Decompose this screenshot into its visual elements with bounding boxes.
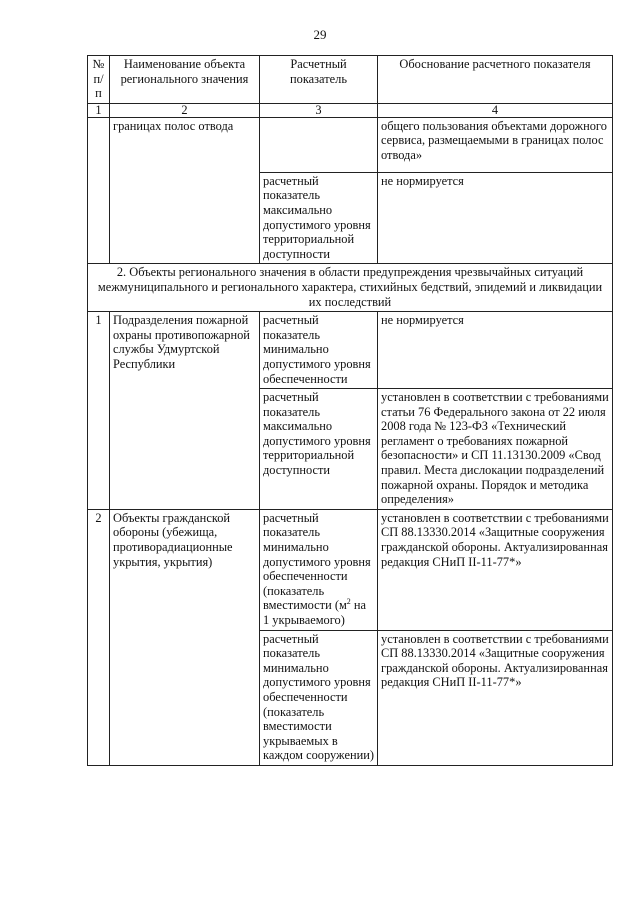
table-row (88, 117, 613, 172)
column-number: 4 (378, 103, 613, 117)
indicator-text-tail: на 1 укрываемого) (263, 598, 367, 627)
regional-indicators-table (87, 55, 613, 766)
indicator-cell (260, 117, 378, 172)
basis-cell: не нормируется (378, 172, 613, 264)
superscript: 2 (346, 597, 351, 607)
object-name-cell: Подразделения пожарной охраны противопожарной службы Удмуртской Республики (110, 312, 260, 510)
indicator-cell: расчетный показатель максимально допустимого уровня территориальной доступности (260, 172, 378, 264)
table-row (88, 509, 613, 630)
indicator-cell: расчетный показатель минимально допустимого уровня обеспеченности (показатель вместимости укрываемых в каждом сооружении) (260, 630, 378, 765)
page-number: 29 (313, 27, 327, 42)
indicator-text: расчетный показатель минимально допустимого уровня обеспеченности (показатель вместимости (м (263, 510, 371, 613)
column-numbers-row (88, 103, 613, 117)
row-number-cell: 2 (88, 509, 110, 765)
header-indicator: Расчетный показатель (260, 56, 378, 104)
basis-cell: установлен в соответствии с требованиями СП 88.13330.2014 «Защитные сооружения гражданской обороны. Актуализированная редакция СНиП II-11-77*» (378, 509, 613, 630)
column-number: 1 (88, 103, 110, 117)
header-object-name: Наименование объекта регионального значения (110, 56, 260, 104)
indicator-cell: расчетный показатель максимально допустимого уровня территориальной доступности (260, 389, 378, 510)
header-basis: Обоснование расчетного показателя (378, 56, 613, 104)
row-number-cell: 1 (88, 312, 110, 510)
basis-cell: общего пользования объектами дорожного сервиса, размещаемыми в границах полос отвода» (378, 117, 613, 172)
row-number-cell (88, 117, 110, 264)
table-header-row (88, 56, 613, 104)
basis-cell: установлен в соответствии с требованиями статьи 76 Федерального закона от 22 июля 2008 года № 123-ФЗ «Технический регламент о требованиях пожарной безопасности» и СП 11.13130.2009 «Свод правил. Места дислокации подразделений пожарной охраны. Порядок и методика определения» (378, 389, 613, 510)
column-number: 2 (110, 103, 260, 117)
basis-cell: установлен в соответствии с требованиями СП 88.13330.2014 «Защитные сооружения гражданской обороны. Актуализированная редакция СНиП II-11-77*» (378, 630, 613, 765)
indicator-cell (260, 509, 378, 630)
basis-cell: не нормируется (378, 312, 613, 389)
object-name-cell: границах полос отвода (110, 117, 260, 264)
header-number: № п/п (88, 56, 110, 104)
object-name-cell: Объекты гражданской обороны (убежища, противорадиационные укрытия, укрытия) (110, 509, 260, 765)
section-title: 2. Объекты регионального значения в области предупреждения чрезвычайных ситуаций межмуниципального и регионального характера, стихийных бедствий, эпидемий и ликвидации их последствий (88, 264, 613, 312)
column-number: 3 (260, 103, 378, 117)
section-row (88, 264, 613, 312)
table-row (88, 312, 613, 389)
indicator-cell: расчетный показатель минимально допустимого уровня обеспеченности (260, 312, 378, 389)
